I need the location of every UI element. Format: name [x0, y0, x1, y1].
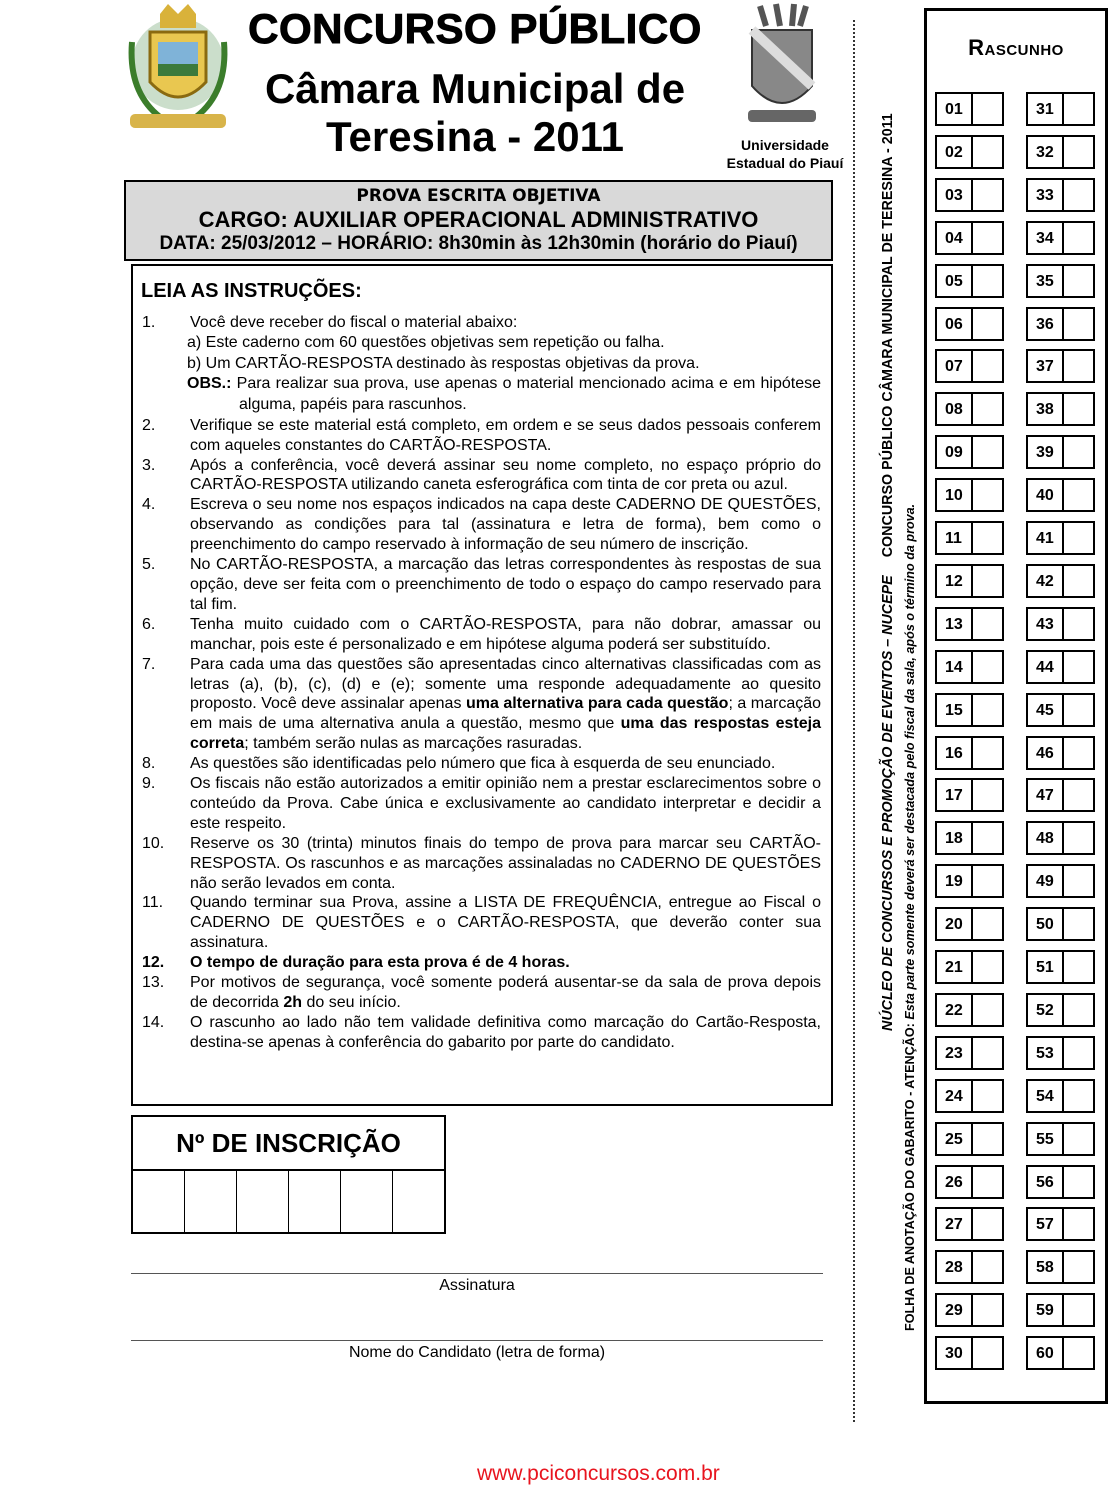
answer-box[interactable]: [1064, 521, 1095, 555]
answer-box[interactable]: [1064, 1293, 1095, 1327]
question-number: 03: [935, 178, 973, 212]
draft-row: [1026, 349, 1095, 383]
question-number: 12: [935, 564, 973, 598]
draft-row: [1026, 993, 1095, 1027]
draft-row: [1026, 135, 1095, 169]
draft-row: [935, 264, 1004, 298]
draft-row: [1026, 478, 1095, 512]
item-number: 14.: [142, 1013, 165, 1031]
draft-row: [1026, 435, 1095, 469]
question-number: 06: [935, 307, 973, 341]
institution-city-year: Teresina - 2011: [325, 113, 625, 160]
answer-box[interactable]: [973, 1165, 1004, 1199]
answer-box[interactable]: [1064, 907, 1095, 941]
draft-row: [935, 349, 1004, 383]
answer-box[interactable]: [1064, 178, 1095, 212]
answer-box[interactable]: [973, 264, 1004, 298]
answer-box[interactable]: [973, 178, 1004, 212]
item-text: O rascunho ao lado não tem validade definitiva como marcação do Cartão-Resposta, destina-se apenas à conferência do gabarito por parte do candidato.: [190, 1013, 821, 1051]
item-text: uma das respostas esteja correta: [190, 715, 822, 753]
item-number: 12.: [142, 954, 165, 972]
question-number: 24: [935, 1079, 973, 1113]
draft-row: [935, 178, 1004, 212]
draft-row: [935, 1079, 1004, 1113]
item-text: ; a marcação em mais de uma alternativa anula a questão, mesmo que: [190, 695, 822, 733]
answer-box[interactable]: [973, 950, 1004, 984]
question-number: 55: [1026, 1122, 1064, 1156]
answer-box[interactable]: [973, 392, 1004, 426]
question-number: 35: [1026, 264, 1064, 298]
draft-row: [935, 778, 1004, 812]
answer-box[interactable]: [973, 864, 1004, 898]
question-number: 09: [935, 435, 973, 469]
item-text: Tenha muito cuidado com o CARTÃO-RESPOSTA, para não dobrar, amassar ou manchar, pois este é personalizado e em hipótese alguma poderá ser substituído.: [190, 615, 821, 653]
answer-box[interactable]: [973, 736, 1004, 770]
instructions-box: [131, 264, 833, 1106]
answer-box[interactable]: [1064, 1250, 1095, 1284]
instruction-item: [141, 313, 821, 333]
question-number: 19: [935, 864, 973, 898]
instruction-list: [141, 416, 822, 1053]
draft-row: [1026, 607, 1095, 641]
draft-row: [935, 135, 1004, 169]
answer-box[interactable]: [1064, 821, 1095, 855]
answer-box[interactable]: [973, 1207, 1004, 1241]
question-number: 25: [935, 1122, 973, 1156]
answer-box[interactable]: [1064, 993, 1095, 1027]
answer-box[interactable]: [973, 307, 1004, 341]
draft-row: [935, 1293, 1004, 1327]
question-number: 54: [1026, 1079, 1064, 1113]
question-number: 37: [1026, 349, 1064, 383]
question-number: 45: [1026, 693, 1064, 727]
question-number: 52: [1026, 993, 1064, 1027]
draft-row: [1026, 1122, 1095, 1156]
item-number: 13.: [142, 974, 165, 992]
digit-cell[interactable]: [185, 1171, 237, 1232]
question-number: 43: [1026, 607, 1064, 641]
answer-box[interactable]: [973, 1122, 1004, 1156]
question-number: 44: [1026, 650, 1064, 684]
answer-box[interactable]: [1064, 349, 1095, 383]
item-number: 5.: [142, 556, 156, 574]
question-number: 32: [1026, 135, 1064, 169]
answer-box[interactable]: [973, 1079, 1004, 1113]
obs-text: Para realizar sua prova, use apenas o material mencionado acima e em hipótese alguma, papéis para rascunhos.: [231, 375, 821, 414]
draft-row: [935, 435, 1004, 469]
instruction-item: [141, 774, 821, 834]
question-number: 49: [1026, 864, 1064, 898]
item-number: 8.: [142, 755, 156, 773]
item-number: 9.: [142, 775, 156, 793]
draft-row: [1026, 907, 1095, 941]
answer-box[interactable]: [973, 1293, 1004, 1327]
digit-cell[interactable]: [289, 1171, 341, 1232]
question-number: 40: [1026, 478, 1064, 512]
answer-box[interactable]: [1064, 435, 1095, 469]
answer-box[interactable]: [1064, 864, 1095, 898]
instruction-subitem-a: a) Este caderno com 60 questões objetivas sem repetição ou falha.: [187, 333, 665, 351]
item-text: do seu início.: [302, 994, 401, 1011]
item-number: 11.: [142, 894, 164, 912]
institution-title: Câmara Municipal de: [264, 65, 686, 112]
answer-box[interactable]: [1064, 950, 1095, 984]
draft-row: [1026, 92, 1095, 126]
answer-box[interactable]: [973, 1336, 1004, 1370]
question-number: 27: [935, 1207, 973, 1241]
draft-row: [935, 907, 1004, 941]
answer-box[interactable]: [973, 778, 1004, 812]
item-text: uma alternativa para cada questão: [465, 695, 729, 713]
question-number: 20: [935, 907, 973, 941]
exam-info-box: [124, 180, 833, 261]
exam-date-time: DATA: 25/03/2012 – HORÁRIO: 8h30min às 12h30min (horário do Piauí): [159, 233, 798, 254]
question-number: 10: [935, 478, 973, 512]
instruction-item: [141, 893, 821, 953]
question-number: 14: [935, 650, 973, 684]
item-text: Os fiscais não estão autorizados a emitir opinião nem a prestar esclarecimentos sobre o conteúdo da Prova. Cabe única e exclusivamente ao candidato interpretar e decidir a este respeito.: [190, 775, 821, 832]
answer-box[interactable]: [1064, 264, 1095, 298]
question-number: 57: [1026, 1207, 1064, 1241]
answer-box[interactable]: [1064, 1336, 1095, 1370]
answer-box[interactable]: [1064, 1165, 1095, 1199]
digit-cell[interactable]: [341, 1171, 393, 1232]
instruction-item: [141, 834, 821, 894]
obs-label: OBS.:: [187, 375, 232, 393]
question-number: 13: [935, 607, 973, 641]
question-number: 51: [1026, 950, 1064, 984]
answer-box[interactable]: [1064, 307, 1095, 341]
question-number: 18: [935, 821, 973, 855]
question-number: 58: [1026, 1250, 1064, 1284]
answer-box[interactable]: [973, 349, 1004, 383]
answer-sheet-label: FOLHA DE ANOTAÇÃO DO GABARITO - ATENÇÃO:: [903, 1019, 917, 1331]
answer-box[interactable]: [1064, 778, 1095, 812]
draft-row: [935, 864, 1004, 898]
question-number: 38: [1026, 392, 1064, 426]
draft-row: [935, 1165, 1004, 1199]
contest-side-text: CONCURSO PÚBLICO CÂMARA MUNICIPAL DE TERESINA - 2011: [880, 113, 896, 558]
question-number: 29: [935, 1293, 973, 1327]
draft-row: [935, 993, 1004, 1027]
answer-box[interactable]: [973, 92, 1004, 126]
question-number: 33: [1026, 178, 1064, 212]
draft-row: [1026, 1165, 1095, 1199]
item-number: 3.: [142, 456, 156, 474]
question-number: 11: [935, 521, 973, 555]
question-number: 17: [935, 778, 973, 812]
draft-row: [1026, 307, 1095, 341]
item-number: 2.: [142, 416, 156, 434]
answer-box[interactable]: [973, 1250, 1004, 1284]
question-number: 30: [935, 1336, 973, 1370]
question-number: 16: [935, 736, 973, 770]
name-line: [131, 1340, 823, 1341]
side-notice-text: [902, 451, 918, 1331]
draft-row: [935, 821, 1004, 855]
answer-box[interactable]: [1064, 92, 1095, 126]
draft-row: [935, 1122, 1004, 1156]
answer-box[interactable]: [973, 135, 1004, 169]
item-text: Escreva o seu nome nos espaços indicados na capa deste CADERNO DE QUESTÕES, observando as condições para tal (assinatura e letra de forma), bem como o preenchimento do campo reservado à informação de seu número de inscrição.: [190, 496, 821, 554]
answer-box[interactable]: [973, 993, 1004, 1027]
draft-row: [1026, 564, 1095, 598]
item-text: O tempo de duração para esta prova é de 4 horas.: [190, 954, 570, 972]
draft-row: [1026, 1336, 1095, 1370]
instruction-item: [141, 754, 821, 774]
item-text: 2h: [283, 994, 303, 1011]
draft-row: [935, 521, 1004, 555]
draft-row: [1026, 650, 1095, 684]
draft-row: [935, 564, 1004, 598]
item-text: Reserve os 30 (trinta) minutos finais do tempo de prova para marcar seu CARTÃO-RESPOSTA. Os rascunhos e as marcações assinaladas no CADERNO DE QUESTÕES não serão levados em conta.: [190, 834, 821, 892]
draft-row: [1026, 821, 1095, 855]
answer-box[interactable]: [1064, 1207, 1095, 1241]
item-text: Para cada uma das questões são apresentadas cinco alternativas classificadas com as letras (a), (b), (c), (d) e (e); somente uma responde adequadamente ao quesito proposto. Você deve assinalar apenas: [190, 655, 821, 713]
question-number: 42: [1026, 564, 1064, 598]
question-number: 08: [935, 392, 973, 426]
answer-box[interactable]: [1064, 135, 1095, 169]
draft-row: [1026, 1036, 1095, 1070]
draft-row: [935, 736, 1004, 770]
draft-row: [1026, 521, 1095, 555]
answer-box[interactable]: [1064, 1122, 1095, 1156]
question-number: 48: [1026, 821, 1064, 855]
university-line1: Universidade: [741, 137, 829, 153]
question-number: 21: [935, 950, 973, 984]
answer-box[interactable]: [973, 821, 1004, 855]
digit-cell[interactable]: [133, 1171, 185, 1232]
draft-row: [935, 392, 1004, 426]
question-number: 41: [1026, 521, 1064, 555]
draft-row: [935, 1207, 1004, 1241]
item-number: 4.: [142, 496, 156, 514]
draft-row: [935, 693, 1004, 727]
draft-row: [935, 92, 1004, 126]
item-text: Por motivos de segurança, você somente poderá ausentar-se da sala de prova depois de decorrida: [190, 974, 821, 1011]
answer-box[interactable]: [1064, 693, 1095, 727]
inscription-digit-cells: [133, 1171, 444, 1232]
draft-row: [935, 1336, 1004, 1370]
side-header-text: [879, 51, 897, 1031]
tear-off-dotted-line: [853, 20, 855, 1422]
nucepe-text: NÚCLEO DE CONCURSOS E PROMOÇÃO DE EVENTOS – NUCEPE: [880, 575, 896, 1031]
draft-row: [935, 478, 1004, 512]
digit-cell[interactable]: [393, 1171, 444, 1232]
draft-row: [1026, 1250, 1095, 1284]
question-number: 28: [935, 1250, 973, 1284]
uespi-crest-logo: [742, 2, 822, 134]
item-text: No CARTÃO-RESPOSTA, a marcação das letras correspondentes às respostas de sua opção, deve ser feita com o preenchimento de todo o espaço do campo reservado para tal fim.: [190, 556, 821, 613]
exam-type: PROVA ESCRITA OBJETIVA: [356, 186, 601, 206]
item-text: Após a conferência, você deverá assinar seu nome completo, no espaço próprio do CARTÃO-RESPOSTA utilizando caneta esferográfica com tinta de cor preta ou azul.: [190, 456, 821, 494]
question-number: 02: [935, 135, 973, 169]
university-name: [715, 136, 855, 172]
item-number: 1.: [142, 314, 156, 331]
instructions-heading: LEIA AS INSTRUÇÕES:: [141, 280, 362, 302]
answer-box[interactable]: [973, 221, 1004, 255]
instruction-subitem-b: b) Um CARTÃO-RESPOSTA destinado às respostas objetivas da prova.: [187, 354, 700, 372]
answer-box[interactable]: [973, 607, 1004, 641]
answer-box[interactable]: [973, 478, 1004, 512]
question-number: 60: [1026, 1336, 1064, 1370]
item-number: 10.: [142, 834, 165, 852]
question-number: 59: [1026, 1293, 1064, 1327]
instruction-item: [141, 655, 821, 755]
draft-row: [1026, 1293, 1095, 1327]
answer-box[interactable]: [973, 693, 1004, 727]
answer-box[interactable]: [973, 1036, 1004, 1070]
draft-row: [935, 1250, 1004, 1284]
answer-box[interactable]: [973, 564, 1004, 598]
detach-notice: Esta parte somente deverá ser destacada pelo fiscal da sala, após o término da prova.: [903, 503, 917, 1020]
draft-row: [935, 307, 1004, 341]
item-text: ; também serão nulas as marcações rasuradas.: [244, 735, 583, 753]
draft-title: Rascunho: [968, 35, 1064, 60]
draft-row: [1026, 864, 1095, 898]
question-number: 50: [1026, 907, 1064, 941]
inscription-label: Nº DE INSCRIÇÃO: [133, 1117, 444, 1171]
answer-box[interactable]: [973, 907, 1004, 941]
instruction-item: [141, 416, 821, 456]
draft-row: [1026, 778, 1095, 812]
draft-answer-sheet: [924, 8, 1108, 1404]
item-number: 7.: [142, 655, 156, 673]
question-number: 15: [935, 693, 973, 727]
question-number: 47: [1026, 778, 1064, 812]
question-number: 53: [1026, 1036, 1064, 1070]
question-number: 01: [935, 92, 973, 126]
answer-box[interactable]: [973, 521, 1004, 555]
question-number: 39: [1026, 435, 1064, 469]
signature-label: Assinatura: [439, 1277, 515, 1294]
answer-box[interactable]: [1064, 607, 1095, 641]
camara-municipal-seal-logo: [120, 2, 236, 144]
draft-row: [935, 650, 1004, 684]
question-number: 34: [1026, 221, 1064, 255]
answer-box[interactable]: [1064, 564, 1095, 598]
instruction-item: [141, 615, 821, 655]
question-number: 07: [935, 349, 973, 383]
question-number: 26: [935, 1165, 973, 1199]
digit-cell[interactable]: [237, 1171, 289, 1232]
item-number: 6.: [142, 615, 156, 633]
draft-row: [935, 950, 1004, 984]
answer-box[interactable]: [1064, 1079, 1095, 1113]
signature-line: [131, 1273, 823, 1274]
answer-box[interactable]: [973, 650, 1004, 684]
answer-box[interactable]: [1064, 650, 1095, 684]
draft-row: [1026, 736, 1095, 770]
instruction-obs: [141, 374, 821, 415]
draft-row: [1026, 693, 1095, 727]
draft-row: [1026, 178, 1095, 212]
instruction-item: [141, 495, 821, 555]
answer-box[interactable]: [1064, 1036, 1095, 1070]
contest-title: CONCURSO PÚBLICO: [248, 5, 702, 52]
university-line2: Estadual do Piauí: [726, 155, 844, 171]
instruction-item: [141, 456, 821, 496]
inscription-number-box: [131, 1115, 446, 1234]
instruction-item: [141, 1013, 821, 1053]
draft-row: [935, 221, 1004, 255]
question-number: 22: [935, 993, 973, 1027]
draft-row: [935, 1036, 1004, 1070]
question-number: 56: [1026, 1165, 1064, 1199]
draft-row: [1026, 1079, 1095, 1113]
item-text: As questões são identificadas pelo número que fica à esquerda de seu enunciado.: [190, 755, 776, 773]
draft-row: [1026, 221, 1095, 255]
draft-row: [935, 607, 1004, 641]
answer-box[interactable]: [1064, 478, 1095, 512]
draft-row: [1026, 264, 1095, 298]
question-number: 05: [935, 264, 973, 298]
footer-url[interactable]: www.pciconcursos.com.br: [477, 1462, 720, 1485]
question-number: 23: [935, 1036, 973, 1070]
item-text: Você deve receber do fiscal o material abaixo:: [190, 314, 518, 331]
item-text: Quando terminar sua Prova, assine a LISTA DE FREQUÊNCIA, entregue ao Fiscal o CADERNO DE QUESTÕES e o CARTÃO-RESPOSTA, que deverão conter sua assinatura.: [190, 894, 821, 952]
question-number: 04: [935, 221, 973, 255]
answer-box[interactable]: [1064, 221, 1095, 255]
name-label: Nome do Candidato (letra de forma): [348, 1344, 606, 1361]
answer-box[interactable]: [1064, 392, 1095, 426]
question-number: 46: [1026, 736, 1064, 770]
draft-row: [1026, 1207, 1095, 1241]
draft-row: [1026, 392, 1095, 426]
draft-row: [1026, 950, 1095, 984]
instruction-item: [141, 953, 821, 973]
answer-box[interactable]: [1064, 736, 1095, 770]
question-number: 36: [1026, 307, 1064, 341]
instruction-item: [141, 973, 821, 1013]
question-number: 31: [1026, 92, 1064, 126]
exam-position: CARGO: AUXILIAR OPERACIONAL ADMINISTRATIVO: [198, 207, 759, 232]
item-text: Verifique se este material está completo, em ordem e se seus dados pessoais conferem com aqueles constantes do CARTÃO-RESPOSTA.: [190, 416, 821, 454]
answer-box[interactable]: [973, 435, 1004, 469]
instruction-item: [141, 555, 821, 615]
